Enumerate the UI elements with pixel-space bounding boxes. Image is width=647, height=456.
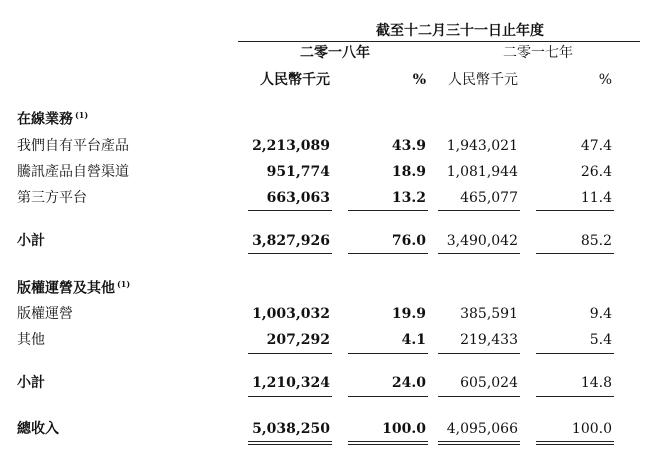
footnote-marker: (1) xyxy=(75,110,89,120)
subtotal-rule xyxy=(438,396,520,397)
subtotal-rule xyxy=(248,253,332,254)
subtotal-value-2018: 1,210,324 xyxy=(252,375,330,391)
subtotal-rule xyxy=(248,396,332,397)
subtotal-pct-2017: 14.8 xyxy=(580,375,612,391)
pct-2017: 26.4 xyxy=(580,164,612,180)
col-amount-2018: 人民幣千元 xyxy=(260,72,330,88)
subtotal-rule xyxy=(438,210,520,211)
pct-2018: 4.1 xyxy=(401,332,426,348)
period-title: 截至十二月三十一日止年度 xyxy=(376,23,544,39)
pct-2017: 11.4 xyxy=(580,190,612,206)
row-label: 其他 xyxy=(17,332,45,348)
year-2017-header: 二零一七年 xyxy=(503,45,573,61)
subtotal-rule xyxy=(536,210,614,211)
total-double-rule xyxy=(348,441,428,445)
subtotal-value-2017: 3,490,042 xyxy=(446,233,518,249)
subtotal-rule xyxy=(536,396,614,397)
section-title-online: 在線業務 $^{(1)}$ xyxy=(17,110,89,128)
subtotal-rule xyxy=(348,353,428,354)
row-label: 我們自有平台產品 xyxy=(17,138,129,154)
subtotal-rule xyxy=(348,210,428,211)
total-double-rule xyxy=(438,441,520,445)
pct-2017: 47.4 xyxy=(580,138,612,154)
value-2017: 1,081,944 xyxy=(446,164,518,180)
subtotal-rule xyxy=(536,353,614,354)
value-2017: 1,943,021 xyxy=(446,138,518,154)
total-double-rule xyxy=(248,441,332,445)
subtotal-pct-2018: 24.0 xyxy=(391,375,426,391)
value-2017: 219,433 xyxy=(460,332,518,348)
pct-2018: 19.9 xyxy=(391,306,426,322)
col-pct-2018: % xyxy=(412,72,426,88)
total-double-rule xyxy=(536,441,614,445)
value-2018: 1,003,032 xyxy=(252,306,330,322)
pct-2017: 5.4 xyxy=(589,332,612,348)
section-title-copyright: 版權運營及其他 $^{(1)}$ xyxy=(17,279,131,297)
subtotal-label: 小計 xyxy=(17,375,45,391)
row-label: 第三方平台 xyxy=(17,190,87,206)
pct-2018: 13.2 xyxy=(391,190,426,206)
subtotal-rule xyxy=(348,396,428,397)
footnote-marker: (1) xyxy=(117,279,131,289)
subtotal-rule xyxy=(248,353,332,354)
value-2018: 663,063 xyxy=(266,190,330,206)
subtotal-label: 小計 xyxy=(17,233,45,249)
col-pct-2017: % xyxy=(598,72,612,88)
value-2017: 465,077 xyxy=(460,190,518,206)
subtotal-rule xyxy=(438,253,520,254)
total-value-2017: 4,095,066 xyxy=(446,421,518,437)
value-2017: 385,591 xyxy=(460,306,518,322)
col-amount-2017: 人民幣千元 xyxy=(448,72,518,88)
value-2018: 2,213,089 xyxy=(252,138,330,154)
pct-2017: 9.4 xyxy=(589,306,612,322)
subtotal-rule xyxy=(348,253,428,254)
total-value-2018: 5,038,250 xyxy=(252,421,330,437)
subtotal-rule xyxy=(248,210,332,211)
subtotal-pct-2017: 85.2 xyxy=(580,233,612,249)
subtotal-rule xyxy=(536,253,614,254)
pct-2018: 18.9 xyxy=(391,164,426,180)
pct-2018: 43.9 xyxy=(391,138,426,154)
row-label: 版權運營 xyxy=(17,306,73,322)
total-pct-2017: 100.0 xyxy=(571,421,612,437)
total-pct-2018: 100.0 xyxy=(382,421,426,437)
year-2018-header: 二零一八年 xyxy=(300,45,370,61)
subtotal-value-2017: 605,024 xyxy=(460,375,518,391)
header-rule xyxy=(238,41,640,42)
total-label: 總收入 xyxy=(17,421,59,437)
subtotal-rule xyxy=(438,353,520,354)
subtotal-value-2018: 3,827,926 xyxy=(252,233,330,249)
row-label: 騰訊產品自營渠道 xyxy=(17,164,129,180)
value-2018: 207,292 xyxy=(266,332,330,348)
value-2018: 951,774 xyxy=(266,164,330,180)
subtotal-pct-2018: 76.0 xyxy=(391,233,426,249)
